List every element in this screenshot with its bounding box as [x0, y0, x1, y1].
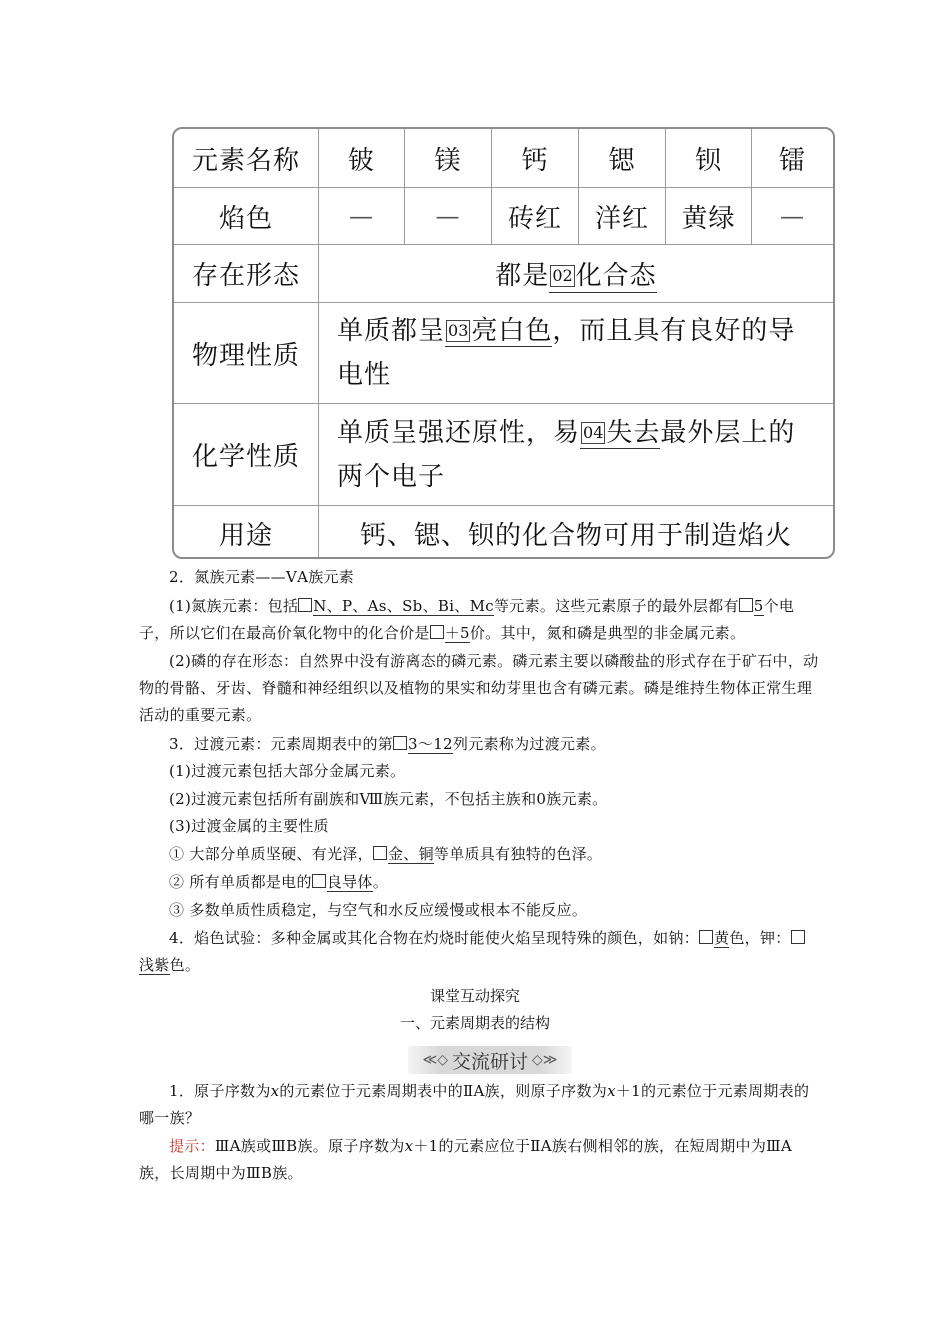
row-label: 用途: [218, 521, 273, 551]
question-1: 1．原子序数为x的元素位于元素周期表中的ⅡA族，则原子序数为x＋1的元素位于元素周期表的哪一族？: [139, 1082, 810, 1127]
answer-nitrogen-group: N、P、As、Sb、Bi、Mc: [313, 597, 494, 615]
table-row-use: [174, 505, 833, 559]
section2-paragraph1: (1)氮族元素：包括 N、P、As、Sb、Bi、Mc等元素。这些元素原子的最外层都有 5个电子，所以它们在最高价氧化物中的化合价是 ＋5价。其中，氮和磷是典型的非金属元素。: [139, 597, 795, 642]
section4-paragraph: 4．焰色试验：多种金属或其化合物在灼烧时能使火焰呈现特殊的颜色，如钠： 黄色，钾：浅紫色。: [139, 925, 819, 979]
blank-box: [393, 736, 407, 750]
hint-1: 提示：ⅢA族或ⅢB族。原子序数为x＋1的元素应位于ⅡA族右侧相邻的族，在短周期中为ⅢA族，长周期中为ⅢB族。: [139, 1137, 793, 1182]
table-row-flame: [174, 187, 833, 244]
blank-box: [739, 598, 753, 612]
banner-title: 交流研讨: [451, 1050, 528, 1073]
element-be: 铍: [318, 129, 404, 187]
answer-sodium-color: 黄: [714, 929, 730, 947]
table-row-header: [174, 129, 833, 187]
blank-box: [791, 930, 805, 944]
state-answer: 02 化合态: [549, 255, 656, 293]
section3-item3: ③ 多数单质性质稳定，与空气和水反应缓慢或根本不能反应。: [169, 901, 588, 919]
section3-item2: ② 所有单质都是电的 良导体。: [169, 873, 388, 891]
answer-columns: 3～12: [408, 735, 453, 753]
answer-gold-copper: 金、铜: [387, 845, 434, 863]
ornament-right-icon: ◇≫: [532, 1052, 558, 1068]
flame-ca: 砖红: [491, 188, 578, 244]
section3-p1: (1)过渡元素包括大部分金属元素。: [169, 762, 406, 780]
use-value: 钙、锶、钡的化合物可用于制造焰火: [318, 506, 833, 559]
flame-be: —: [318, 188, 404, 244]
table-row-state: [174, 244, 833, 302]
physical-answer: 03 亮白色: [445, 316, 552, 347]
section3-p3: (3)过渡金属的主要性质: [169, 817, 329, 835]
chemical-value: 单质呈强还原性，易 04 失去最外层上的 两个电子: [318, 404, 833, 505]
blank-number: 03: [448, 321, 469, 340]
blank-number: 04: [583, 422, 604, 442]
row-label: 存在形态: [191, 261, 300, 291]
blank-box: [373, 846, 387, 860]
answer-valence: ＋5: [444, 624, 470, 642]
section2-paragraph2: (2)磷的存在形态：自然界中没有游离态的磷元素。磷元素主要以磷酸盐的形式存在于矿石中，动物的骨骼、牙齿、脊髓和神经组织以及植物的果实和幼芽里也含有磷元素。磷是维持生物体正常生理活动的重要元素。: [139, 652, 819, 724]
element-mg: 镁: [404, 129, 491, 187]
alkaline-earth-table: [172, 127, 835, 559]
blank-box: [298, 598, 312, 612]
blank-box: [430, 625, 444, 639]
flame-sr: 洋红: [578, 188, 665, 244]
heading-structure: 一、元素周期表的结构: [399, 1014, 550, 1032]
row-label: 化学性质: [191, 442, 300, 472]
flame-ba: 黄绿: [665, 188, 751, 244]
element-ca: 钙: [491, 129, 578, 187]
row-label: 物理性质: [191, 340, 300, 371]
section3-p2: (2)过渡元素包括所有副族和Ⅷ族元素，不包括主族和0族元素。: [169, 790, 608, 808]
physical-value: 单质都呈 03 亮白色，而且具有良好的导 电性: [318, 303, 833, 403]
ornament-left-icon: ≪◇: [422, 1052, 448, 1068]
flame-ra: —: [751, 188, 833, 244]
element-ra: 镭: [751, 129, 833, 187]
flame-mg: —: [404, 188, 491, 244]
chemical-answer: 04 失去: [580, 418, 660, 449]
table-row-chemical: [174, 403, 833, 505]
hint-label: 提示：: [169, 1137, 215, 1155]
row-label: 元素名称: [191, 145, 300, 176]
table-row-physical: [174, 302, 833, 403]
answer-potassium-color: 浅紫: [139, 956, 170, 974]
blank-box: [699, 930, 713, 944]
blank-box: [312, 874, 326, 888]
heading-classroom: 课堂互动探究: [429, 987, 520, 1005]
row-label: 焰色: [218, 203, 273, 234]
blank-number: 02: [552, 265, 573, 285]
discussion-banner: [408, 1046, 572, 1074]
state-prefix: 都是: [495, 261, 550, 291]
section3-item1: ① 大部分单质坚硬、有光泽， 金、铜等单质具有独特的色泽。: [169, 845, 603, 863]
answer-electrons: 5: [753, 597, 764, 615]
section3-title: 3．过渡元素：元素周期表中的第 3～12列元素称为过渡元素。: [169, 735, 606, 753]
element-ba: 钡: [665, 129, 751, 187]
state-value: [318, 245, 833, 302]
answer-conductor: 良导体: [326, 873, 373, 891]
section2-title: 2．氮族元素——ⅤA族元素: [169, 568, 355, 586]
element-sr: 锶: [578, 129, 665, 187]
